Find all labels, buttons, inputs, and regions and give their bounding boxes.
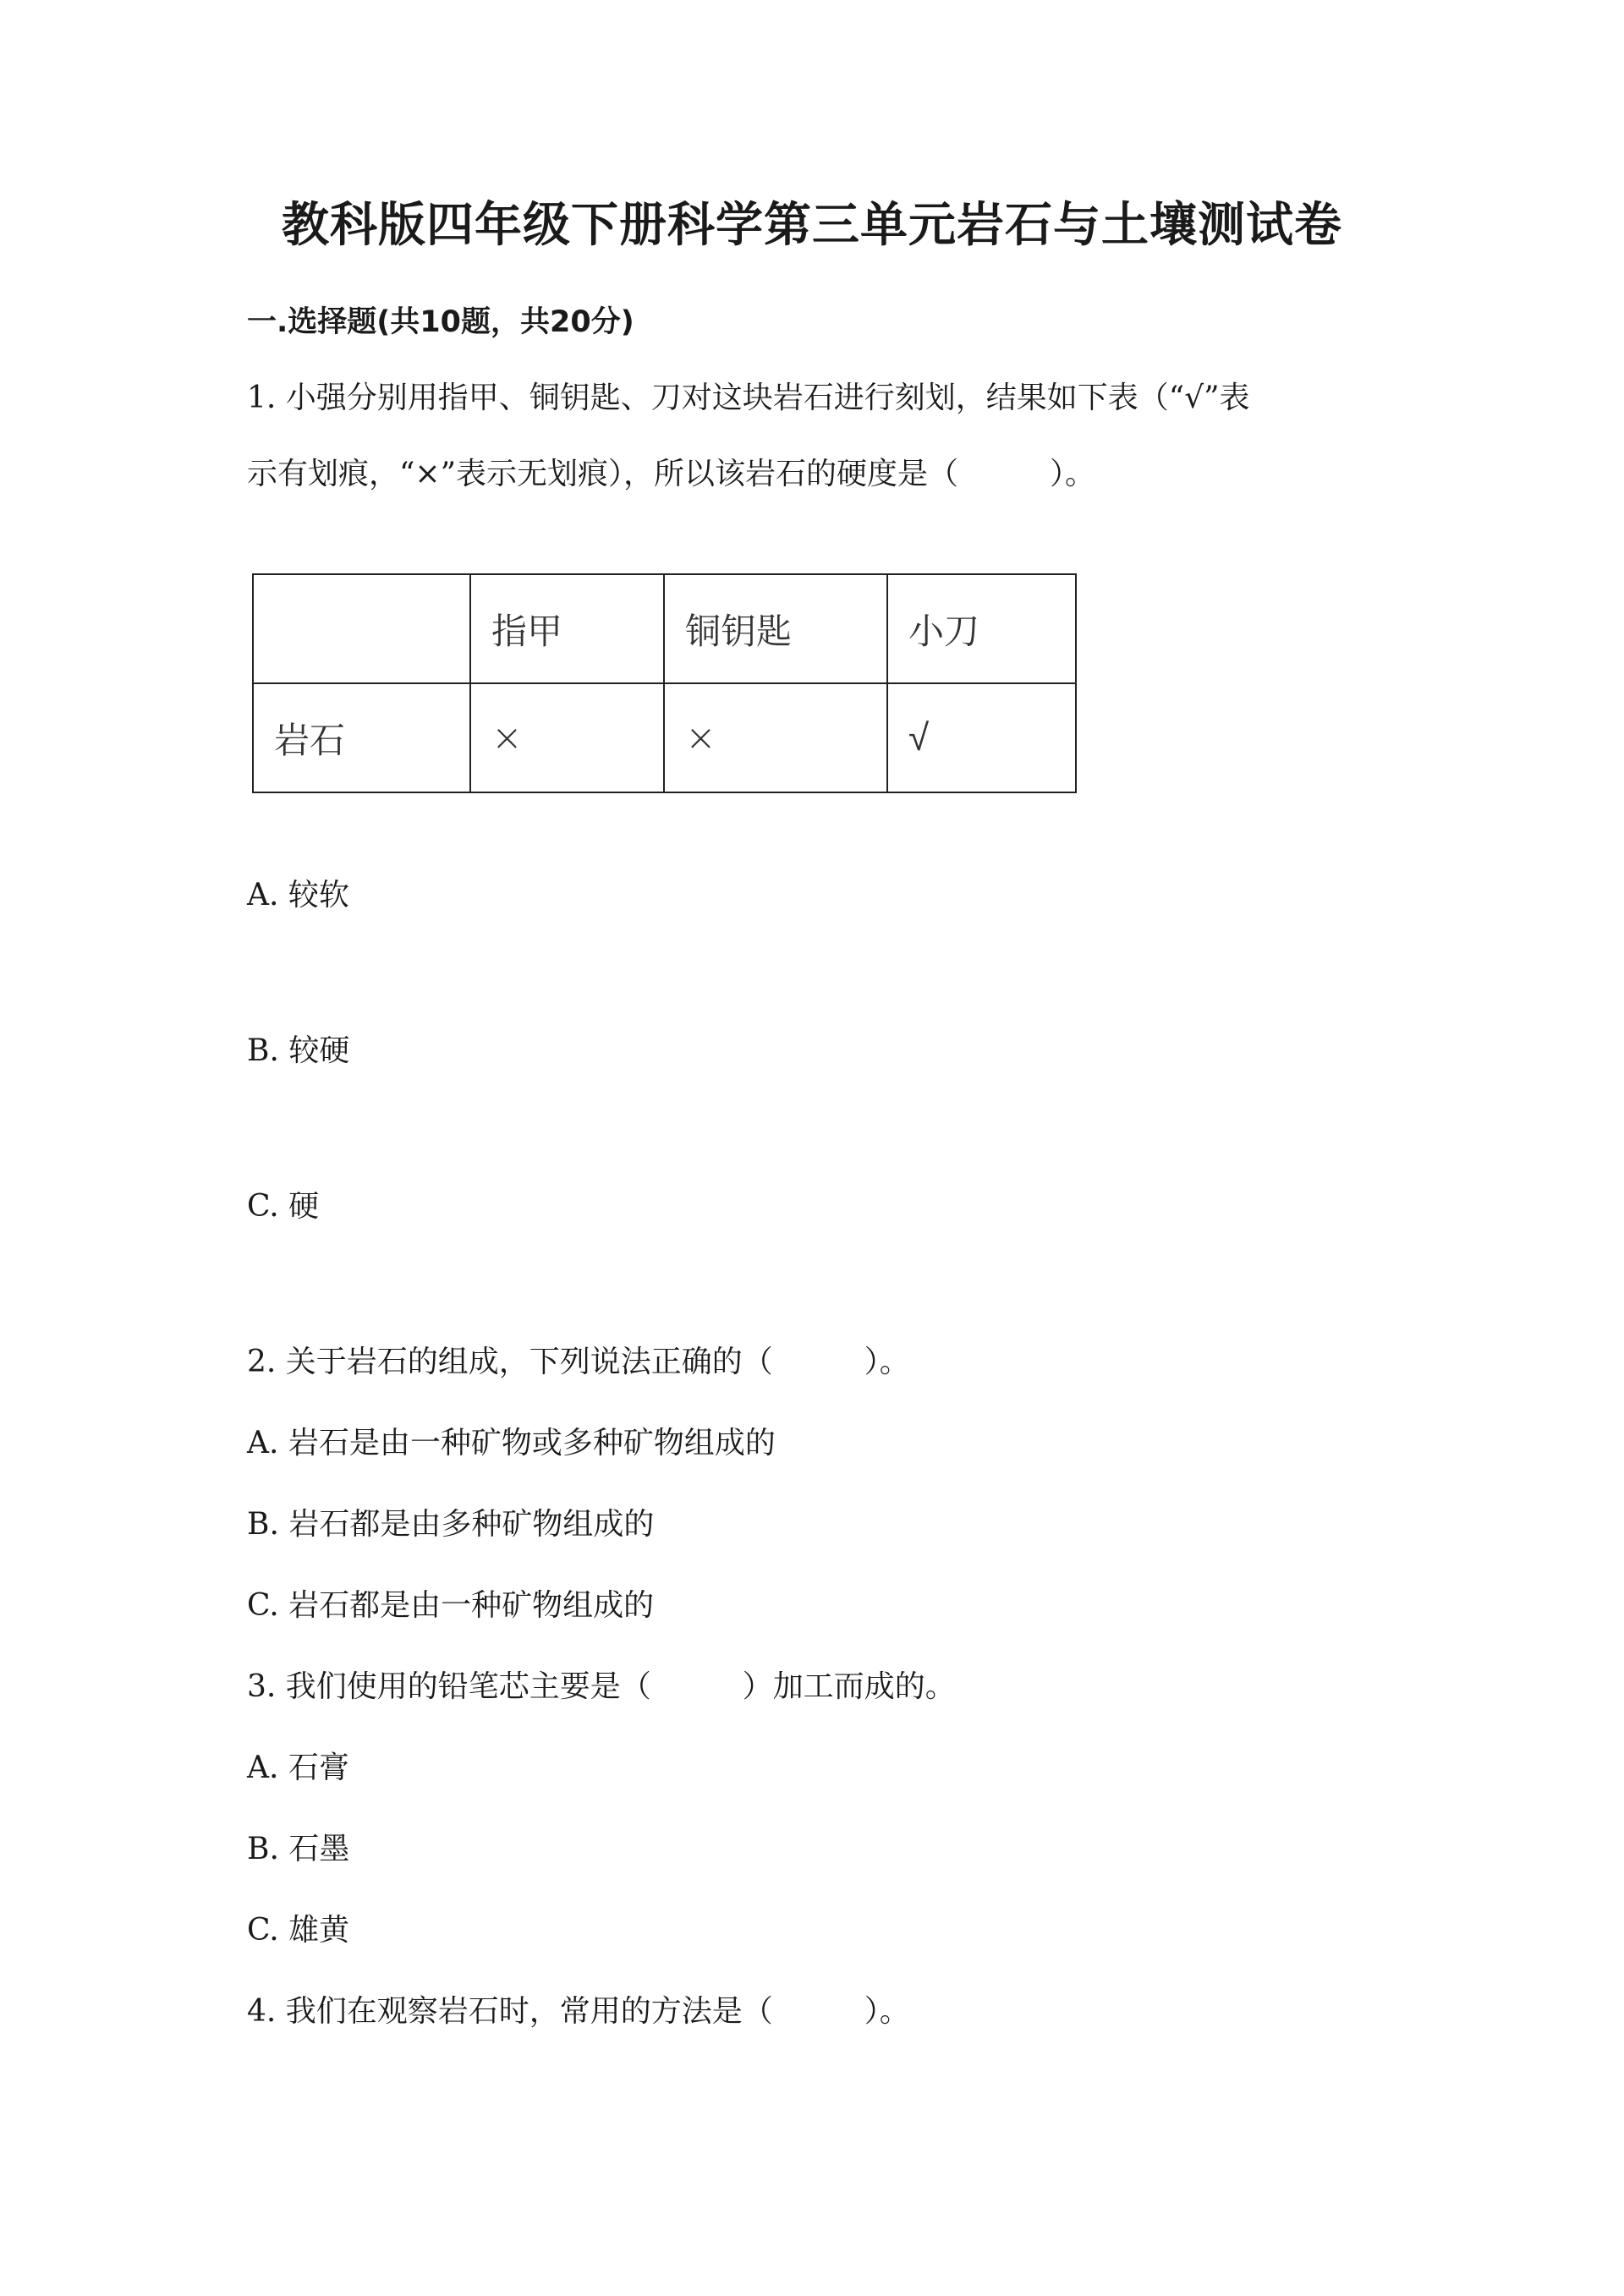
question-2-option-c: C. 岩石都是由一种矿物组成的 xyxy=(247,1588,655,1623)
table-cell: × xyxy=(664,683,887,792)
table-header-cell xyxy=(253,574,470,683)
question-2-stem: 2. 关于岩石的组成，下列说法正确的（ ）。 xyxy=(247,1345,910,1379)
table-header-cell: 指甲 xyxy=(470,574,664,683)
question-1-stem-line-2: 示有划痕，“×”表示无划痕），所以该岩石的硬度是（ ）。 xyxy=(247,457,1095,491)
table-header-row xyxy=(253,574,1076,683)
table-row xyxy=(253,683,1076,792)
scratch-test-table xyxy=(252,573,1077,793)
table-header-cell: 铜钥匙 xyxy=(664,574,887,683)
table-cell: √ xyxy=(887,683,1076,792)
question-2-option-a: A. 岩石是由一种矿物或多种矿物组成的 xyxy=(247,1426,776,1460)
table-cell: × xyxy=(470,683,664,792)
section-heading: 一.选择题(共10题，共20分) xyxy=(247,305,634,339)
question-1-option-a: A. 较软 xyxy=(247,878,349,912)
table-header-cell: 小刀 xyxy=(887,574,1076,683)
question-2-option-b: B. 岩石都是由多种矿物组成的 xyxy=(247,1507,655,1542)
question-1-option-c: C. 硬 xyxy=(247,1189,320,1224)
question-3-option-c: C. 雄黄 xyxy=(247,1913,350,1948)
question-3-option-a: A. 石膏 xyxy=(247,1751,349,1785)
table-cell: 岩石 xyxy=(253,683,470,792)
page-title: 教科版四年级下册科学第三单元岩石与土壤测试卷 xyxy=(282,198,1342,253)
question-4-stem: 4. 我们在观察岩石时，常用的方法是（ ）。 xyxy=(247,1994,910,2029)
question-1-stem-line-1: 1. 小强分别用指甲、铜钥匙、刀对这块岩石进行刻划，结果如下表（“√”表 xyxy=(247,381,1250,415)
question-1-option-b: B. 较硬 xyxy=(247,1033,350,1068)
question-3-stem: 3. 我们使用的铅笔芯主要是（ ）加工而成的。 xyxy=(247,1669,956,1704)
question-3-option-b: B. 石墨 xyxy=(247,1832,350,1866)
